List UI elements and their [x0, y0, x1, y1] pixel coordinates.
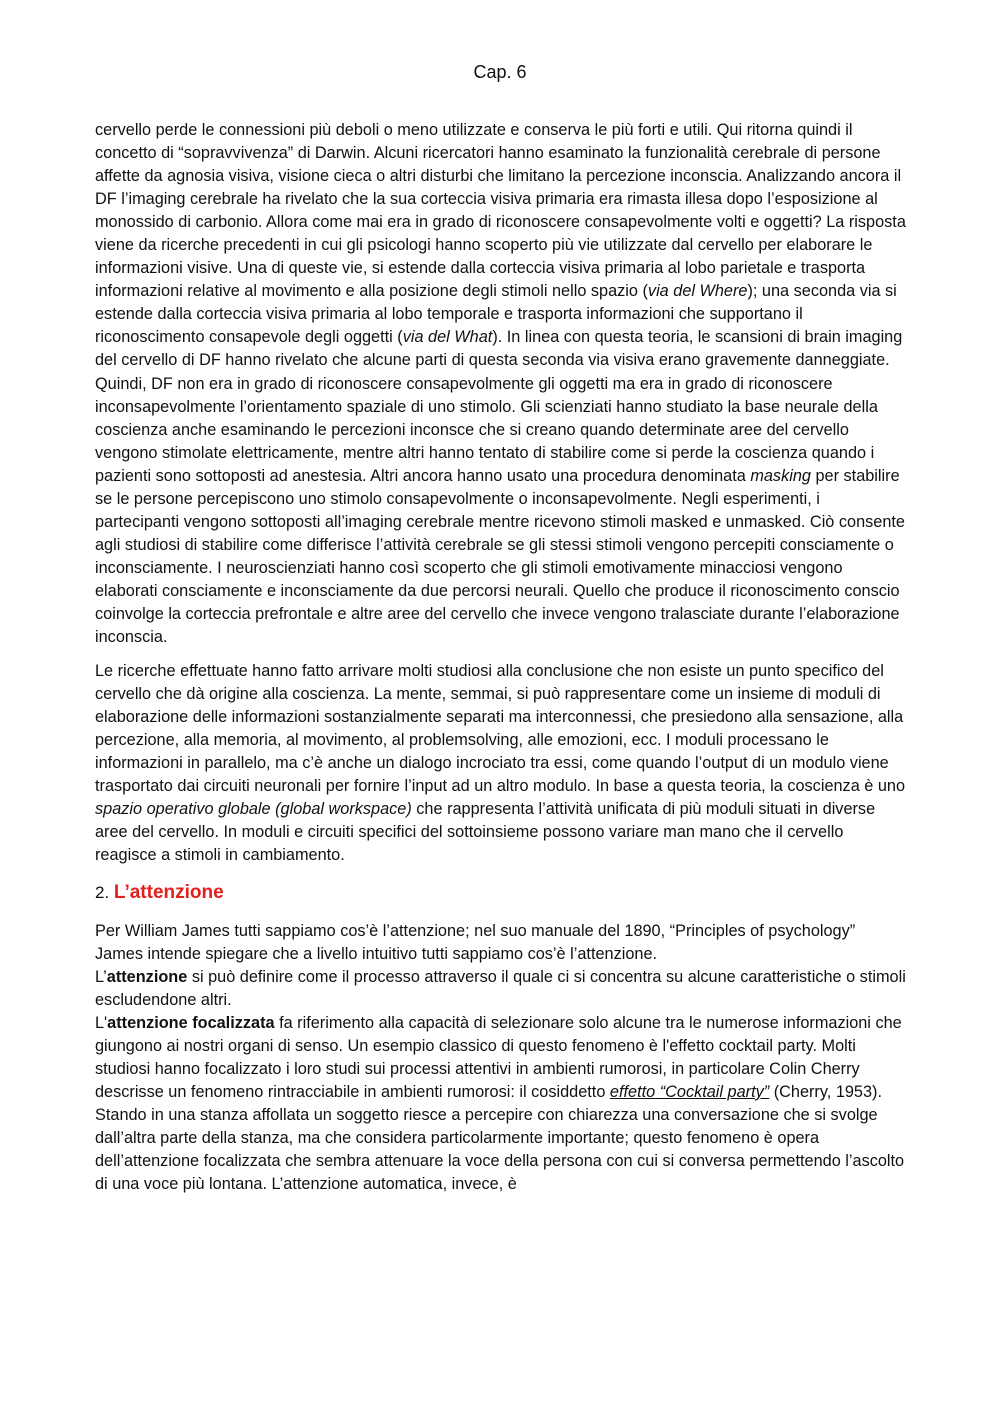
- page-header: [0, 60, 1000, 84]
- paragraph-attention-definition: [95, 966, 907, 1012]
- paragraph-text: Le ricerche effettuate hanno fatto arrivare molti studiosi alla conclusione che non esiste un punto specifico del cervello che dà origine alla coscienza. La mente, semmai, si può rappresentare come un insieme di moduli di elaborazione delle informazioni sostanzialmente separati ma interconnessi, che presiedono alla sensazione, alla percezione, alla memoria, al movimento, al problemsolving, alle emozioni, ecc. I moduli processano le informazioni in parallelo, ma c’è anche un dialogo incrociato tra essi, come quando l’output di un modulo viene trasportato dai circuiti neuronali per fornire l’input ad un altro modulo. In base a questa teoria, la coscienza è uno: [95, 662, 906, 796]
- italic-term: masking: [750, 466, 811, 485]
- underlined-term: effetto “Cocktail party”: [609, 1082, 770, 1101]
- section-number: 2.: [95, 882, 114, 902]
- chapter-label: Cap. 6: [473, 62, 527, 82]
- bold-term: attenzione: [106, 967, 188, 986]
- italic-term: via del What: [402, 328, 493, 347]
- bold-term: attenzione focalizzata: [107, 1013, 275, 1032]
- paragraph-text: si può definire come il processo attraverso il quale ci si concentra su alcune caratteristiche o stimoli escludendone altri.: [95, 967, 906, 1009]
- paragraph-text: che rappresenta l’attività unificata di più moduli situati in diverse aree del cervello. In moduli e circuiti specifici del sottoinsieme possono variare man mano che il cervello reagisce a stimoli in cambiamento.: [95, 800, 876, 865]
- section-heading: [95, 880, 907, 906]
- paragraph-text: fa riferimento alla capacità di selezionare solo alcune tra le numerose informazioni che giungono ai nostri organi di senso. Un esempio classico di questo fenomeno è l'effetto cocktail party. Molti studiosi hanno focalizzato i loro studi sui processi attentivi in ambienti rumorosi, in particolare Colin Cherry descrisse un fenomeno rintracciabile in ambienti rumorosi: il cosiddetto: [95, 1013, 902, 1101]
- paragraph-text: (Cherry, 1953).: [769, 1082, 882, 1101]
- paragraph-focused-attention: [95, 1012, 907, 1104]
- paragraph-text: per stabilire se le persone percepiscono uno stimolo consapevolmente o inconsapevolmente. Negli esperimenti, i partecipanti vengono sottoposti all’imaging cerebrale mentre ricevono stimoli masked e unmasked. Ciò consente agli studiosi di stabilire come differisce l’attività cerebrale se gli stessi stimoli vengono percepiti consciamente o inconsciamente. I neuroscienziati hanno così scoperto che gli stimoli emotivamente minacciosi vengono elaborati consciamente e inconsciamente da due percorsi neurali. Quello che produce il riconoscimento conscio coinvolge la corteccia prefrontale e altre aree del cervello che invece vengono tralasciate durante l’elaborazione inconscia.: [95, 466, 905, 647]
- italic-term: via del Where: [647, 282, 748, 301]
- section-title: L’attenzione: [113, 881, 224, 903]
- paragraph-text: ). In linea con questa teoria, le scansioni di brain imaging del cervello di DF hanno rivelato che alcune parti di questa seconda via visiva erano gravemente danneggiate. Quindi, DF non era in grado di riconoscere consapevolmente gli oggetti ma era in grado di riconoscere inconsapevolmente l’orientamento spaziale di uno stimolo. Gli scienziati hanno studiato la base neurale della coscienza anche esaminando le percezioni inconsce che si creano quando determinate aree del cervello vengono stimolate elettricamente, mentre altri hanno tentato di stabilire come si perde la coscienza quando i pazienti sono sottoposti ad anestesia. Altri ancora hanno usato una procedura denominata: [95, 328, 903, 485]
- paragraph-crowded-room: [95, 1104, 907, 1196]
- paragraph-text: Stando in una stanza affollata un soggetto riesce a percepire con chiarezza una conversazione che si svolge dall’altra parte della stanza, ma che considera particolarmente importante; questo fenomeno è opera dell’attenzione focalizzata che sembra attenuare la voce della persona con cui si conversa permettendo l’ascolto di una voce più lontana. L’attenzione automatica, invece, è: [95, 1105, 905, 1194]
- paragraph-text: L': [95, 1013, 108, 1032]
- paragraph-global-workspace: [95, 660, 907, 867]
- paragraph-text: ); una seconda via si estende dalla corteccia visiva primaria al lobo temporale e trasporta informazioni che supportano il riconoscimento consapevole degli oggetti (: [95, 282, 897, 347]
- page-body: [95, 119, 907, 1196]
- paragraph-consciousness-pathways: [95, 119, 907, 649]
- paragraph-text: Per William James tutti sappiamo cos’è l’attenzione; nel suo manuale del 1890, “Principles of psychology” James intende spiegare che a livello intuitivo tutti sappiamo cos’è l’attenzione.: [95, 921, 856, 963]
- paragraph-william-james: [95, 920, 907, 966]
- paragraph-text: L’: [95, 967, 107, 986]
- paragraph-text: cervello perde le connessioni più deboli o meno utilizzate e conserva le più forti e utili. Qui ritorna quindi il concetto di “sopravvivenza” di Darwin. Alcuni ricercatori hanno esaminato la funzionalità cerebrale di persone affette da agnosia visiva, visione cieca o altri disturbi che limitano la percezione inconscia. Analizzando ancora il DF l’imaging cerebrale ha rivelato che la sua corteccia visiva primaria era rimasta illesa dopo l’esposizione al monossido di carbonio. Allora come mai era in grado di riconoscere consapevolmente volti e oggetti? La risposta viene da ricerche precedenti in cui gli psicologi hanno scoperto più vie utilizzate dal cervello per elaborare le informazioni visive. Una di queste vie, si estende dalla corteccia visiva primaria al lobo parietale e trasporta informazioni relative al movimento e alla posizione degli stimoli nello spazio (: [95, 121, 906, 301]
- italic-term: spazio operativo globale (global workspace): [95, 800, 412, 819]
